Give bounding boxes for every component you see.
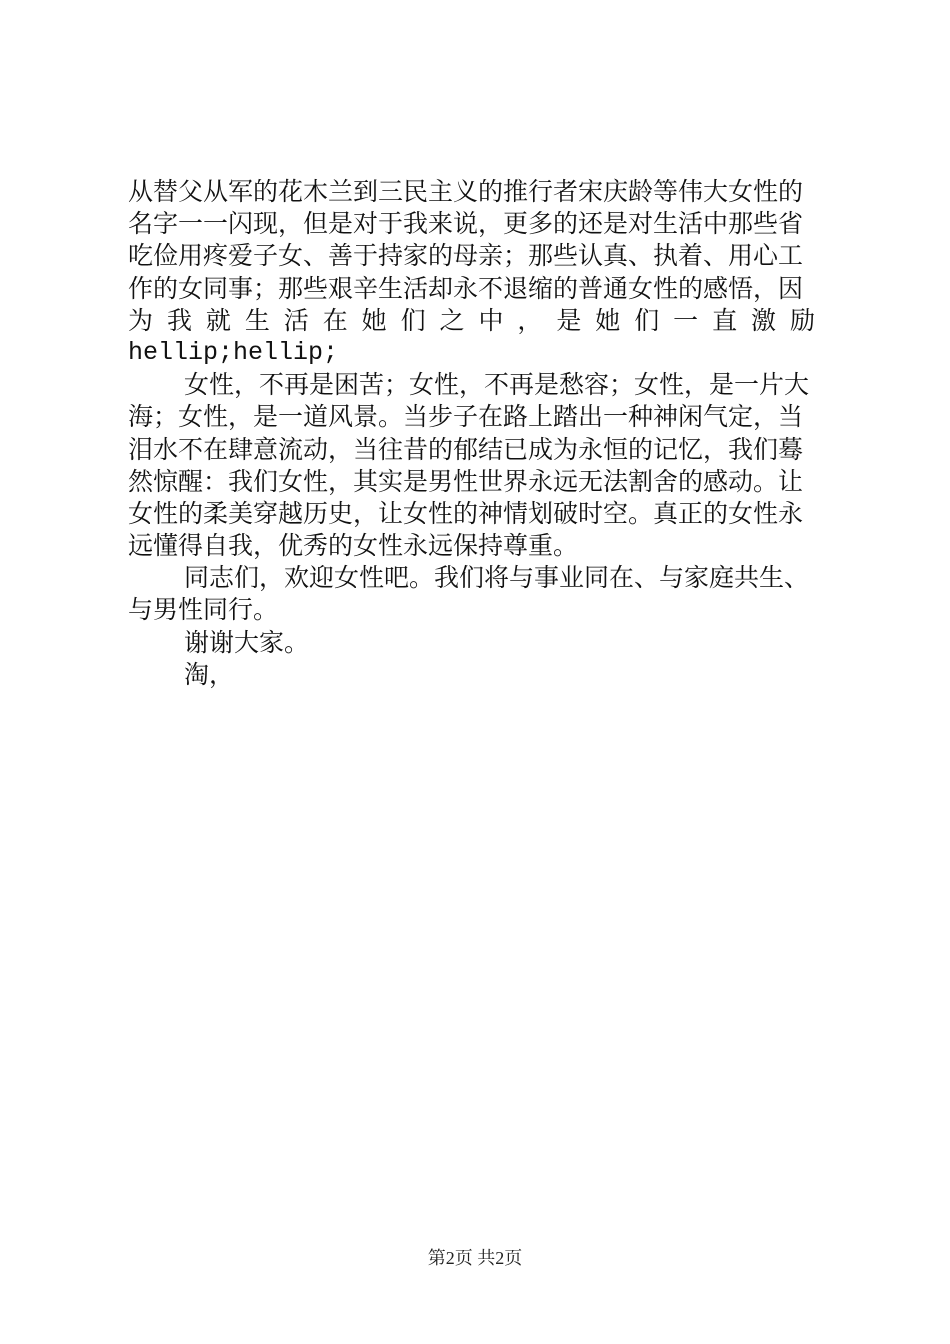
text-line: 泪水不在肆意流动，当往昔的郁结已成为永恒的记忆，我们蓦 bbox=[128, 434, 804, 464]
speech-body bbox=[128, 176, 828, 691]
text-line: 谢谢大家。 bbox=[184, 627, 310, 657]
text-line: 吃俭用疼爱子女、善于持家的母亲；那些认真、执着、用心工 bbox=[128, 241, 804, 271]
text-line: 为我就生活在她们之中，是她们一直激励 bbox=[128, 305, 828, 335]
text-line: 女性的柔美穿越历史，让女性的神情划破时空。真正的女性永 bbox=[128, 498, 804, 528]
text-line: 名字一一闪现，但是对于我来说，更多的还是对生活中那些省 bbox=[128, 209, 804, 239]
text-line: 然惊醒：我们女性，其实是男性世界永远无法割舍的感动。让 bbox=[128, 466, 804, 496]
text-line: 女性，不再是困苦；女性，不再是愁容；女性，是一片大 bbox=[184, 370, 810, 400]
text-line: 淘， bbox=[184, 659, 235, 689]
text-line: 与男性同行。 bbox=[128, 595, 279, 625]
text-line: 作的女同事；那些艰辛生活却永不退缩的普通女性的感悟，因 bbox=[128, 273, 804, 303]
text-line: 同志们，欢迎女性吧。我们将与事业同在、与家庭共生、 bbox=[184, 563, 810, 593]
text-line: 从替父从军的花木兰到三民主义的推行者宋庆龄等伟大女性的 bbox=[128, 177, 804, 206]
text-line: 海；女性，是一道风景。当步子在路上踏出一种神闲气定，当 bbox=[128, 402, 804, 432]
page-number-footer: 第2页 共2页 bbox=[427, 1248, 523, 1268]
text-line: hellip;hellip; bbox=[128, 337, 339, 367]
text-line: 远懂得自我，优秀的女性永远保持尊重。 bbox=[128, 531, 579, 561]
